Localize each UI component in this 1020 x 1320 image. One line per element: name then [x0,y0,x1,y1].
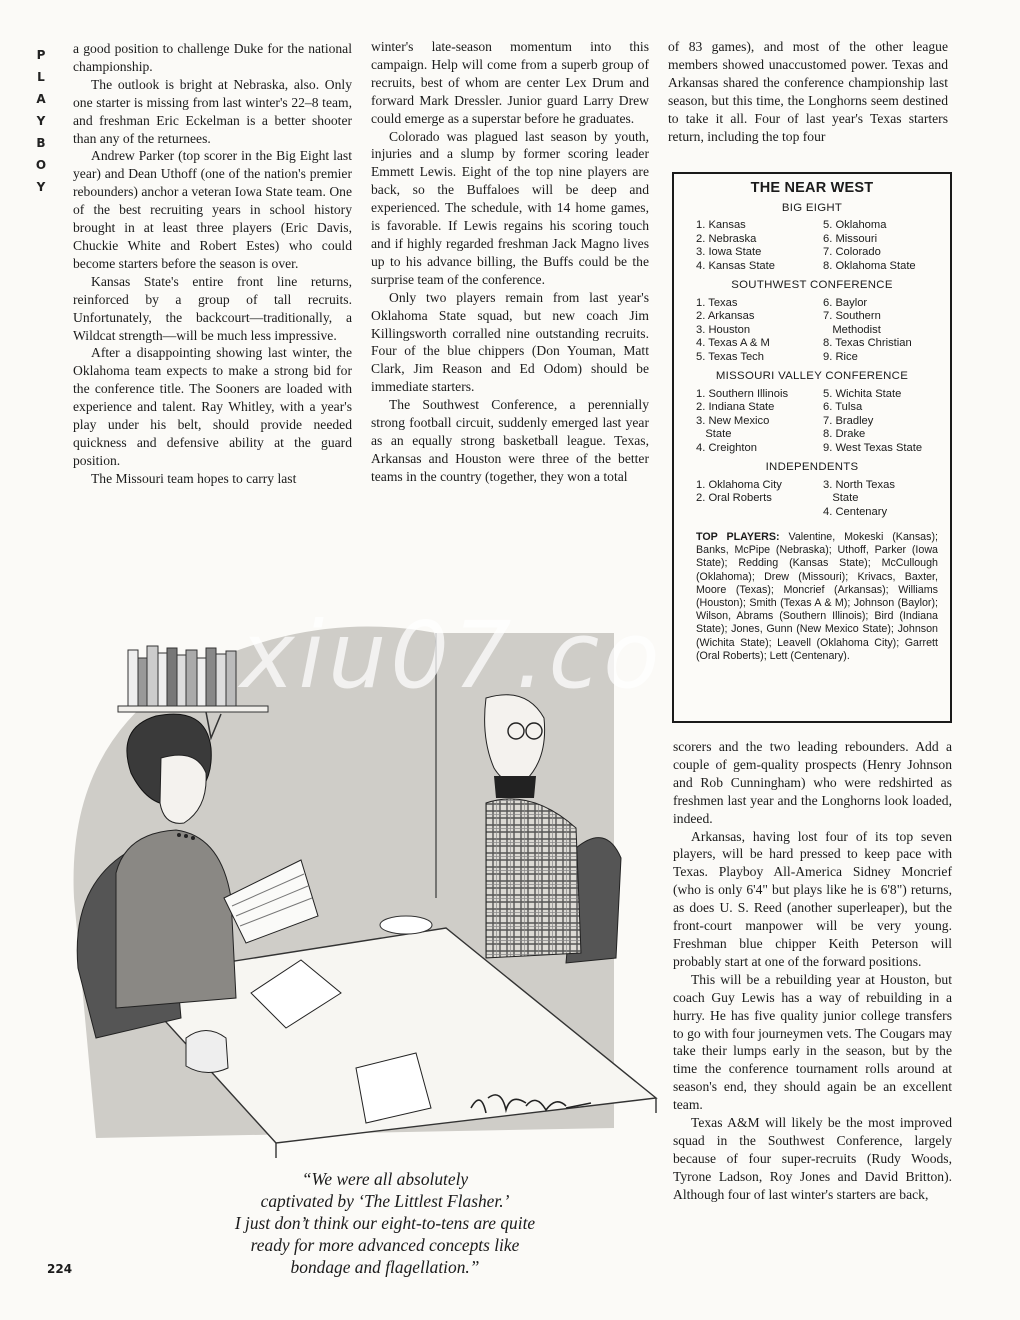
paragraph: a good position to challenge Duke for the national championship. [73,41,352,74]
rank-entry: 2. Nebraska [696,232,757,245]
rank-entry: 2. Indiana State [696,401,775,413]
rank-entry: 9. Rice [823,350,858,363]
caption-line: ready for more advanced concepts like [250,1235,520,1255]
paragraph: Only two players remain from last year's Oklahoma State squad, but new coach Jim Killingsworth corralled nine outstanding recruits. Four of the blue chippers (Don Youman, Matt Clark, Jim Reason and Ed Odom) should be immediate starters. [371,289,649,395]
article-column-3-bottom [673,738,952,1204]
rank-entry: 1. Texas [696,296,738,309]
conference-heading: BIG EIGHT [781,201,843,214]
conference-heading: INDEPENDENTS [765,461,859,473]
near-west-rankings-box [672,172,952,723]
paragraph: This will be a rebuilding year at Houston, but coach Guy Lewis has a way of rebuilding in a hurry. He has five quality junior college transfers to go with four journeymen vets. The Cougars may take their lumps early in the season, but by the time the conference tournament rolls around at season's end, they should again be an excellent team. [673,971,952,1113]
rank-entry: 5. Oklahoma [823,219,887,231]
caption-line: bondage and flagellation.” [290,1257,480,1277]
caption-line: “We were all absolutely [301,1169,469,1189]
rank-entry: 3. Iowa State [696,246,762,258]
rank-entry: 1. Oklahoma City [696,478,782,491]
rank-entry: 7. Bradley [823,414,874,427]
article-column-3-top [668,38,948,145]
rank-entry: 4. Centenary [823,505,888,518]
rank-entry: 3. North Texas [823,478,895,491]
independents-rankings [674,479,950,520]
caption-line: captivated by ‘The Littlest Flasher.’ [260,1191,510,1211]
rank-entry: 1. Kansas [696,219,746,231]
cartoon-caption [160,1168,610,1278]
rank-entry: 9. West Texas State [823,441,923,454]
rank-entry: 5. Wichita State [823,387,902,400]
rank-entry: 7. Colorado [823,246,881,258]
spine-letter: Y [36,180,46,194]
rank-entry: State [696,428,732,440]
paragraph: The Missouri team hopes to carry last [91,470,297,486]
missouri-valley-rankings [674,388,950,456]
article-column-2 [371,38,649,486]
paragraph: After a disappointing showing last winter, the Oklahoma team expects to make a strong bid for the conference title. The Sooners are loaded with experience and talent. Ray Whitley, with a year's play under his belt, should provide needed quickness and defensive ability at the guard position. [73,345,352,468]
paragraph: Andrew Parker (top scorer in the Big Eight last year) and Dean Uthoff (one of the nation's premier rebounders) anchor a veteran Iowa State team. One of the best recruiting years in school history brought in at least three players (Eric Davis, Chuckie White and Robert Estes) who could become starters before the season is over. [73,148,352,271]
spine-letter: A [36,92,46,106]
conference-heading: SOUTHWEST CONFERENCE [731,279,893,291]
paragraph: Kansas State's entire front line returns, reinforced by a group of tall recruits. Unfortunately, the backcourt—traditionally, a Wildcat strength—will be much less impressive. [73,273,352,343]
big-eight-rankings [674,219,950,273]
rank-entry: 7. Southern [823,310,881,322]
conference-heading: MISSOURI VALLEY CONFERENCE [715,370,909,382]
rank-entry: 8. Texas Christian [823,337,912,349]
paragraph: Texas A&M will likely be the most improved squad in the Southwest Conference, largely because of four super-recruits (Rudy Woods, Tyrone Ladson, Roy Jones and David Britton). Although four of last winter's starters are back, [673,1115,952,1202]
rank-entry: 1. Southern Illinois [696,387,789,400]
rank-entry: 2. Oral Roberts [696,492,772,504]
magazine-spine-label [34,44,48,198]
top-players [696,531,938,663]
top-players-list: Valentine, Mokeski (Kansas); Banks, McPipe (Nebraska); Uthoff, Parker (Iowa State); Redding (Kansas State); McCullough (Oklahoma); Drew (Missouri); Krivacs, Baxter, Moore (Texas); Moncrief (Arkansas); Williams (Houston); Smith (Texas A & M); Johnson (Baylor); Wilson, Abrams (Southern Illinois); Bird (Indiana State); Jones, Gunn (New Mexico State); Johnson (Wichita State); Leavell (Oklahoma City); Garrett (Oral Roberts); Lett (Centenary). [696,531,938,662]
paragraph: Colorado was plagued last season by youth, injuries and a slump by former scoring leader Emmett Lewis. Eight of the top nine players are back, so the Buffaloes will be deep and experienced. The schedule, with 14 home games, is favorable. If Lewis regains his scoring touch and if highly regarded freshman Jack Magno lives up to his advance billing, the Buffs could be the surprise team of the conference. [371,128,649,287]
paragraph: winter's late-season momentum into this campaign. Help will come from a superb group of recruits, best of whom are center Lex Drum and forward Mark Dressler. Junior guard Larry Drew could emerge as a superstar before he graduates. [371,39,649,126]
rank-entry: State [823,492,859,504]
paragraph: The outlook is bright at Nebraska, also. Only one starter is missing from last winter's 22–8 team, and freshman Eric Eckelman is a better shooter than any of the returnees. [73,76,352,146]
rank-entry: 6. Missouri [823,232,878,245]
ashtray [380,916,432,934]
rank-entry: 5. Texas Tech [696,350,764,363]
spine-letter: L [37,70,45,84]
rank-entry: 4. Texas A & M [696,337,770,349]
rank-entry [696,506,811,520]
telephone [186,1031,228,1073]
rank-entry: 3. New Mexico [696,414,770,427]
southwest-rankings [674,297,950,365]
spine-letter: P [36,48,46,62]
paragraph: The Southwest Conference, a perennially strong football circuit, suddenly emerged last year as an equally strong basketball league. Texas, Arkansas and Houston were three of the better teams in the country (together, they won a total [371,397,649,484]
rank-entry: 6. Tulsa [823,401,863,413]
top-players-label: TOP PLAYERS: [696,531,780,543]
rank-entry: 8. Drake [823,428,866,440]
watermark: xiu07.co [240,602,664,709]
box-title: THE NEAR WEST [750,180,874,196]
spine-letter: O [35,158,47,172]
rank-entry: 2. Arkansas [696,310,755,322]
page-number: 224 [47,1262,73,1276]
paragraph: of 83 games), and most of the other league members showed unaccustomed power. Texas and Arkansas shared the conference championship last season, but this time, the Longhorns seem destined to take it all. Four of last year's Texas starters return, including the top four [668,39,948,144]
rank-entry: Methodist [823,323,881,336]
article-column-1 [73,40,352,488]
paragraph: scorers and the two leading rebounders. Add a couple of gem-quality prospects (Henry Johnson and Rob Cunningham) who were redshirted as freshmen last year and the Longhorns look loaded, indeed. [673,739,952,826]
paragraph: Arkansas, having lost four of its top seven players, will be hard pressed to keep pace with Texas. Playboy All-America Sidney Moncrief (who is only 6'4" but plays like he is 6'8") returns, as does U. S. Reed (another superleaper), but the front-court manpower will be very young. Freshman blue chipper Keith Peterson will probably start at one of the forward positions. [673,828,952,969]
rank-entry: 6. Baylor [823,296,868,309]
spine-letter: B [36,136,46,150]
rank-entry: 3. Houston [696,323,751,336]
caption-line: I just don’t think our eight-to-tens are quite [234,1213,536,1233]
rank-entry: 4. Kansas State [696,259,775,272]
rank-entry: 8. Oklahoma State [823,259,916,272]
rank-entry: 4. Creighton [696,441,757,454]
spine-letter: Y [36,114,46,128]
